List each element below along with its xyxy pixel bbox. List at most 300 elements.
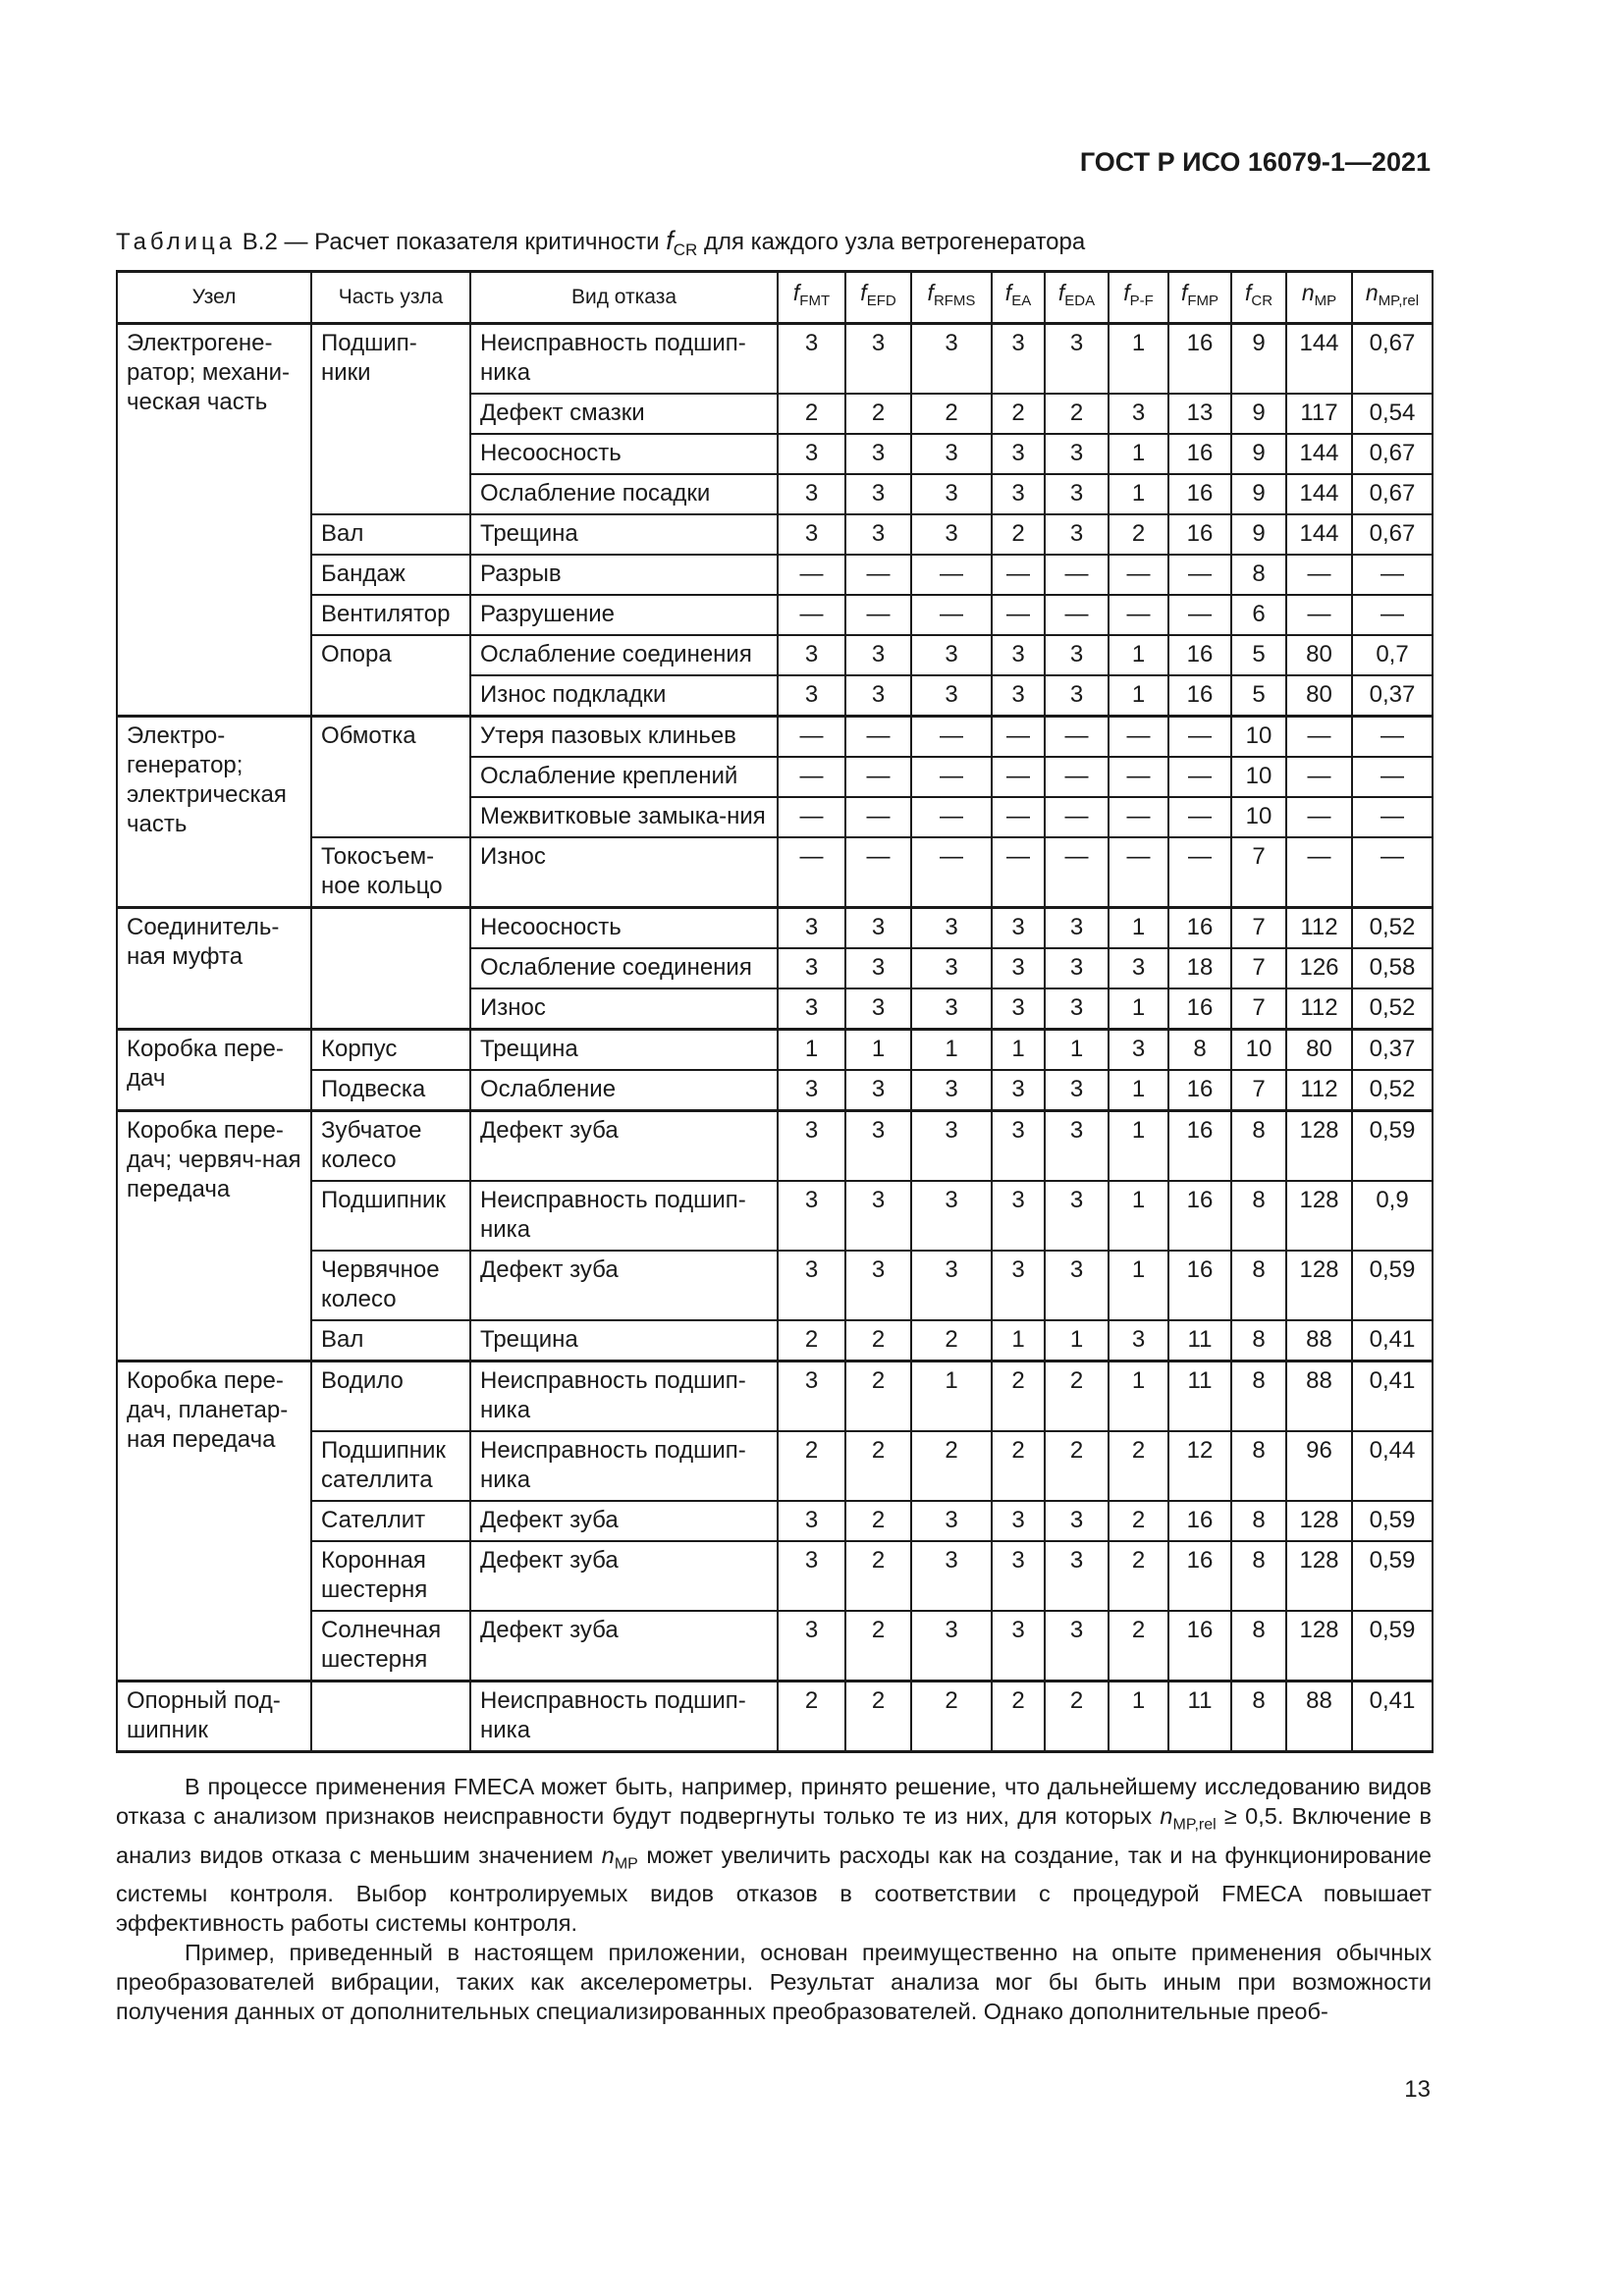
cell-failure-mode: Разрыв [470,555,778,595]
cell-value: 3 [992,1501,1045,1541]
header-n-mp-rel: $n_{MP,rel}$ [1352,272,1433,324]
cell-failure-mode: Разрушение [470,595,778,635]
cell-value: 8 [1231,1431,1286,1501]
cell-failure-mode: Неисправность подшип-ника [470,324,778,395]
cell-value: 144 [1286,324,1352,395]
cell-value: — [845,595,911,635]
cell-value: 13 [1168,394,1231,434]
header-n-mp: $n_{MP}$ [1286,272,1352,324]
cell-part: Сателлит [311,1501,470,1541]
cell-value: 0,59 [1352,1111,1433,1182]
cell-value: 9 [1231,514,1286,555]
cell-part: Коронная шестерня [311,1541,470,1611]
cell-value: 1 [911,1362,992,1432]
cell-value: 8 [1231,1682,1286,1752]
cell-value: 2 [992,1682,1045,1752]
cell-value: 3 [911,908,992,949]
cell-value: — [778,757,845,797]
cell-value: 3 [1109,948,1168,988]
cell-part: Вал [311,1320,470,1362]
cell-value: 3 [911,1501,992,1541]
cell-value: — [911,717,992,758]
table-header-row [117,272,1433,324]
cell-value: 2 [778,1431,845,1501]
cell-value: — [1286,595,1352,635]
cell-value: 3 [845,474,911,514]
cell-value: 3 [992,635,1045,675]
text-segment: ≥ 0,5. Включение в анализ видов отказа с меньшим значением [116,1803,1432,1868]
cell-value: 128 [1286,1541,1352,1611]
cell-value: 0,59 [1352,1541,1433,1611]
cell-value: 3 [1109,394,1168,434]
table-row [117,837,1433,908]
caption-number: В.2 [242,229,278,255]
cell-value: — [778,837,845,908]
cell-value: 8 [1231,1362,1286,1432]
cell-value: 2 [845,1362,911,1432]
table-row [117,1501,1433,1541]
cell-failure-mode: Утеря пазовых клиньев [470,717,778,758]
cell-value: 8 [1231,1501,1286,1541]
cell-value: 3 [992,1251,1045,1320]
cell-value: 3 [911,1251,992,1320]
cell-value: — [1109,797,1168,837]
cell-value: 3 [778,635,845,675]
document-code: ГОСТ Р ИСО 16079-1—2021 [1079,147,1431,177]
cell-part: Подшип-ники [311,324,470,515]
cell-value: 3 [1045,474,1109,514]
cell-value: 144 [1286,434,1352,474]
cell-value: 96 [1286,1431,1352,1501]
cell-value: — [911,757,992,797]
cell-value: 1 [778,1030,845,1071]
cell-value: 3 [1045,1181,1109,1251]
cell-value: 88 [1286,1362,1352,1432]
table-row [117,514,1433,555]
cell-value: 11 [1168,1362,1231,1432]
cell-node: Опорный под-шипник [117,1682,311,1752]
table-row [117,1030,1433,1071]
cell-value: 128 [1286,1611,1352,1682]
cell-value: 3 [778,1501,845,1541]
cell-value: 2 [778,1682,845,1752]
cell-value: 2 [1045,1362,1109,1432]
cell-value: 10 [1231,797,1286,837]
cell-value: 8 [1168,1030,1231,1071]
cell-value: 0,52 [1352,1070,1433,1111]
cell-value: 16 [1168,908,1231,949]
cell-value: 3 [778,1362,845,1432]
cell-value: 3 [911,1541,992,1611]
cell-value: 0,9 [1352,1181,1433,1251]
cell-value: 0,52 [1352,988,1433,1030]
cell-part: Червячное колесо [311,1251,470,1320]
cell-value: — [992,837,1045,908]
cell-value: 3 [845,1070,911,1111]
cell-value: 9 [1231,434,1286,474]
header-f-rfms: $f_{RFMS}$ [911,272,992,324]
cell-value: 1 [1109,1682,1168,1752]
header-f-efd: $f_{EFD}$ [845,272,911,324]
cell-value: — [1352,717,1433,758]
cell-value: 1 [1045,1030,1109,1071]
cell-value: 2 [845,1682,911,1752]
cell-value: 0,52 [1352,908,1433,949]
page-number: 13 [1404,2076,1431,2103]
cell-value: 7 [1231,1070,1286,1111]
cell-failure-mode: Межвитковые замыка-ния [470,797,778,837]
cell-value: 0,41 [1352,1682,1433,1752]
cell-value: 2 [845,1431,911,1501]
cell-value: 8 [1231,1181,1286,1251]
cell-value: 144 [1286,474,1352,514]
cell-value: 2 [1109,514,1168,555]
table-row [117,1251,1433,1320]
cell-value: 2 [1109,1611,1168,1682]
table-row [117,1070,1433,1111]
cell-value: 1 [992,1320,1045,1362]
cell-value: 3 [992,908,1045,949]
cell-value: — [1045,717,1109,758]
cell-value: — [845,555,911,595]
cell-value: 9 [1231,324,1286,395]
cell-part: Опора [311,635,470,717]
cell-failure-mode: Дефект зуба [470,1611,778,1682]
cell-value: 1 [1045,1320,1109,1362]
cell-value: — [845,797,911,837]
cell-value: 3 [1045,1611,1109,1682]
paragraph-2: Пример, приведенный в настоящем приложении, основан преимущественно на опыте применения обычных преобразователей вибрации, таких как акселерометры. Результат анализа мог бы быть иным при возможности получения данных от дополнительных специализированных преобразователей. Однако дополнительные преоб- [116,1940,1432,2025]
cell-value: 3 [845,1111,911,1182]
cell-node: Коробка пере-дач; червяч-ная передача [117,1111,311,1362]
cell-value: — [1045,555,1109,595]
cell-value: 3 [778,1181,845,1251]
cell-value: 112 [1286,988,1352,1030]
cell-part: Зубчатое колесо [311,1111,470,1182]
cell-value: 3 [992,474,1045,514]
cell-failure-mode: Ослабление соединения [470,635,778,675]
cell-value: 16 [1168,635,1231,675]
cell-value: 0,44 [1352,1431,1433,1501]
cell-value: — [1109,717,1168,758]
caption-symbol-sub: CR [673,240,698,259]
cell-value: 2 [911,1682,992,1752]
cell-value: 8 [1231,1251,1286,1320]
cell-value: 16 [1168,1501,1231,1541]
paragraph-1 [116,1772,1432,1938]
cell-value: 6 [1231,595,1286,635]
cell-value: 3 [778,474,845,514]
cell-value: 3 [911,474,992,514]
cell-value: 9 [1231,394,1286,434]
cell-value: 3 [845,675,911,717]
cell-value: — [1109,757,1168,797]
cell-value: 0,7 [1352,635,1433,675]
cell-value: 8 [1231,1111,1286,1182]
cell-value: — [1352,555,1433,595]
cell-value: 117 [1286,394,1352,434]
cell-value: 2 [1045,1431,1109,1501]
cell-value: 1 [992,1030,1045,1071]
cell-value: 2 [992,1362,1045,1432]
cell-value: 88 [1286,1682,1352,1752]
symbol: n [1160,1803,1173,1829]
cell-value: 2 [778,394,845,434]
header-failure-mode: Вид отказа [470,272,778,324]
cell-value: 18 [1168,948,1231,988]
header-f-eda: $f_{EDA}$ [1045,272,1109,324]
caption-symbol: f [666,226,674,255]
cell-value: 3 [911,988,992,1030]
cell-failure-mode: Трещина [470,1320,778,1362]
cell-failure-mode: Износ подкладки [470,675,778,717]
cell-value: 3 [911,434,992,474]
cell-value: 16 [1168,1181,1231,1251]
cell-node: Электрогене-ратор; механи-ческая часть [117,324,311,717]
cell-value: 2 [992,514,1045,555]
cell-value: 8 [1231,1320,1286,1362]
cell-value: 16 [1168,474,1231,514]
cell-value: 3 [911,1611,992,1682]
text-segment: может увеличить расходы как на создание, так и на функционирование системы контроля. Выбор контролируемых видов отказов в соответствии с процедурой FMECA повышает эффективность работы системы контроля. [116,1842,1432,1937]
cell-part: Подвеска [311,1070,470,1111]
cell-value: 2 [992,394,1045,434]
cell-part: Токосъем-ное кольцо [311,837,470,908]
cell-value: 128 [1286,1111,1352,1182]
cell-value: — [1168,717,1231,758]
cell-value: 3 [845,635,911,675]
cell-value: 8 [1231,1611,1286,1682]
cell-value: — [1045,797,1109,837]
cell-part: Подшипник сателлита [311,1431,470,1501]
cell-value: 3 [845,988,911,1030]
cell-value: — [992,757,1045,797]
symbol-subscript: MP [614,1855,638,1873]
table-row [117,555,1433,595]
cell-value: 3 [1045,434,1109,474]
text-segment: В процессе применения FMECA может быть, например, принято решение, что дальнейшему исследованию видов отказа с анализом признаков неисправности будут подвергнуты только те из них, для которых [116,1774,1432,1829]
cell-value: 2 [911,394,992,434]
cell-value: 3 [992,1541,1045,1611]
cell-value: — [778,717,845,758]
cell-part: Подшипник [311,1181,470,1251]
table-row [117,324,1433,395]
cell-value: 3 [992,948,1045,988]
caption-label: Таблица [116,229,237,255]
cell-value: 3 [778,988,845,1030]
cell-value: 3 [1045,988,1109,1030]
cell-value: 3 [1109,1320,1168,1362]
table-row [117,1362,1433,1432]
cell-failure-mode: Дефект зуба [470,1501,778,1541]
cell-value: 2 [845,394,911,434]
cell-value: 1 [1109,675,1168,717]
cell-value: 3 [778,908,845,949]
cell-value: — [1352,837,1433,908]
cell-value: 1 [1109,474,1168,514]
cell-value: 3 [992,434,1045,474]
cell-failure-mode: Ослабление креплений [470,757,778,797]
cell-value: 5 [1231,675,1286,717]
cell-value: 2 [1045,394,1109,434]
cell-value: — [845,757,911,797]
cell-value: 2 [845,1501,911,1541]
cell-value: 0,54 [1352,394,1433,434]
cell-value: 3 [1045,514,1109,555]
cell-value: — [778,797,845,837]
cell-value: 1 [1109,1070,1168,1111]
cell-value: 1 [1109,635,1168,675]
cell-value: 16 [1168,1611,1231,1682]
cell-value: 0,41 [1352,1320,1433,1362]
cell-value: 3 [845,514,911,555]
cell-value: 3 [911,1070,992,1111]
cell-part: Бандаж [311,555,470,595]
table-row [117,595,1433,635]
cell-value: 128 [1286,1251,1352,1320]
cell-value: 1 [1109,324,1168,395]
cell-value: 7 [1231,988,1286,1030]
cell-value: 3 [1045,635,1109,675]
cell-value: — [1168,797,1231,837]
cell-value: 3 [1045,1070,1109,1111]
cell-value: 1 [1109,1181,1168,1251]
cell-failure-mode: Дефект смазки [470,394,778,434]
cell-value: 16 [1168,1111,1231,1182]
cell-value: 3 [911,1111,992,1182]
table-row [117,1181,1433,1251]
cell-value: 11 [1168,1682,1231,1752]
caption-text-before: — Расчет показателя критичности [277,229,667,255]
cell-value: — [1286,555,1352,595]
cell-value: 3 [778,324,845,395]
cell-failure-mode: Дефект зуба [470,1111,778,1182]
cell-value: — [1168,595,1231,635]
cell-value: 3 [1045,908,1109,949]
cell-failure-mode: Дефект зуба [470,1251,778,1320]
header-node: Узел [117,272,311,324]
cell-failure-mode: Трещина [470,514,778,555]
cell-failure-mode: Неисправность подшип-ника [470,1362,778,1432]
cell-value: 9 [1231,474,1286,514]
cell-node: Электро-генератор; электрическая часть [117,717,311,908]
cell-value: 16 [1168,434,1231,474]
cell-part: Обмотка [311,717,470,838]
cell-value: 3 [1045,948,1109,988]
header-f-pf: $f_{P-F}$ [1109,272,1168,324]
cell-value: 3 [1045,1501,1109,1541]
cell-value: 3 [992,1111,1045,1182]
table-row [117,1682,1433,1752]
cell-value: 3 [992,675,1045,717]
table-row [117,635,1433,675]
cell-value: 3 [778,1111,845,1182]
cell-failure-mode: Несоосность [470,434,778,474]
criticality-table [116,270,1434,1753]
cell-value: 8 [1231,1541,1286,1611]
cell-value: 0,58 [1352,948,1433,988]
cell-value: 2 [1109,1431,1168,1501]
cell-failure-mode: Износ [470,988,778,1030]
cell-failure-mode: Износ [470,837,778,908]
cell-value: 7 [1231,837,1286,908]
cell-value: — [1286,797,1352,837]
cell-value: 3 [778,1070,845,1111]
cell-value: 16 [1168,1070,1231,1111]
cell-value: 3 [911,324,992,395]
cell-value: 2 [1045,1682,1109,1752]
cell-value: 3 [911,514,992,555]
cell-value: 16 [1168,988,1231,1030]
table-caption [116,226,1085,260]
table-row [117,908,1433,949]
cell-value: 7 [1231,908,1286,949]
cell-value: 8 [1231,555,1286,595]
cell-value: — [845,837,911,908]
cell-failure-mode: Ослабление посадки [470,474,778,514]
cell-value: — [911,595,992,635]
cell-value: 3 [845,1181,911,1251]
cell-value: 3 [1045,675,1109,717]
table-row [117,1320,1433,1362]
header-f-fmt: $f_{FMT}$ [778,272,845,324]
cell-value: 1 [1109,1251,1168,1320]
cell-value: 80 [1286,675,1352,717]
cell-value: 1 [1109,434,1168,474]
cell-value: 1 [1109,1111,1168,1182]
cell-value: 2 [911,1320,992,1362]
cell-node: Соединитель-ная муфта [117,908,311,1030]
cell-value: — [1352,757,1433,797]
cell-value: 3 [845,948,911,988]
cell-value: 1 [845,1030,911,1071]
cell-part: Корпус [311,1030,470,1071]
cell-value: 0,67 [1352,514,1433,555]
table-row [117,717,1433,758]
cell-value: — [992,797,1045,837]
cell-part [311,1682,470,1752]
table-row [117,1611,1433,1682]
cell-value: 1 [1109,908,1168,949]
cell-failure-mode: Трещина [470,1030,778,1071]
cell-value: 2 [845,1320,911,1362]
cell-value: 3 [845,908,911,949]
cell-failure-mode: Неисправность подшип-ника [470,1431,778,1501]
cell-value: 0,41 [1352,1362,1433,1432]
cell-value: 0,67 [1352,474,1433,514]
cell-value: 10 [1231,1030,1286,1071]
cell-value: — [1109,837,1168,908]
cell-value: 3 [778,1251,845,1320]
cell-value: 1 [1109,988,1168,1030]
cell-value: 3 [1045,1111,1109,1182]
cell-value: 126 [1286,948,1352,988]
table-row [117,1111,1433,1182]
cell-value: 16 [1168,1251,1231,1320]
cell-value: 11 [1168,1320,1231,1362]
cell-failure-mode: Неисправность подшип-ника [470,1682,778,1752]
cell-failure-mode: Ослабление [470,1070,778,1111]
caption-text-after: для каждого узла ветрогенератора [697,229,1086,255]
cell-value: 3 [911,635,992,675]
cell-value: 3 [845,434,911,474]
cell-value: 3 [778,434,845,474]
cell-value: — [992,717,1045,758]
cell-failure-mode: Дефект зуба [470,1541,778,1611]
cell-value: 3 [778,675,845,717]
cell-value: — [911,837,992,908]
cell-value: 3 [911,948,992,988]
